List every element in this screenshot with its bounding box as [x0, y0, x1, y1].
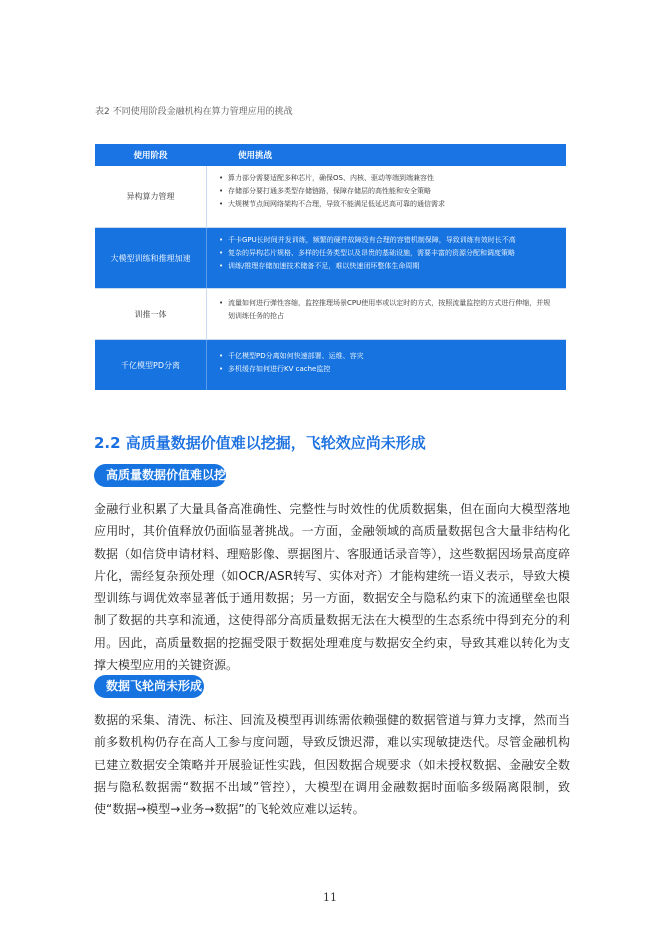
list-item: • 大规模节点间网络架构不合理，导致不能满足低延迟高可靠的通信需求 — [219, 200, 445, 208]
list-item: • 千亿模型PD分离如何快速部署、运维、容灾 — [219, 352, 364, 360]
subsection-badge: 高质量数据价值难以挖掘 — [94, 464, 226, 487]
table-caption: 表2 不同使用阶段金融机构在算力管理应用的挑战 — [95, 107, 293, 117]
stage-cell: 异构算力管理 — [95, 166, 207, 227]
section-title: 2.2 高质量数据价值难以挖掘，飞轮效应尚未形成 — [94, 434, 426, 452]
challenge-cell — [207, 289, 566, 339]
list-item: • 训练/推理存储加速技术储备不足，难以快速闭环整体生命周期 — [219, 262, 420, 270]
challenges-table — [95, 144, 566, 390]
list-item: • 流量如何进行弹性容缩，监控推理场景CPU使用率或以定时的方式，按照流量监控的方式进行伸缩，并规划训练任务的抢占 — [219, 299, 551, 320]
paragraph: 金融行业积累了大量具备高准确性、完整性与时效性的优质数据集，但在面向大模型落地应用时，其价值释放仍面临显著挑战。一方面，金融领域的高质量数据包含大量非结构化数据（如信贷申请材料、理赔影像、票据图片、客服通话录音等），这些数据因场景高度碎片化，需经复杂预处理（如OCR/ASR转写、实体对齐）才能构建统一语义表示，导致大模型训练与调优效率显著低于通用数据；另一方面，数据安全与隐私约束下的流通壁垒也限制了数据的共享和流通，这使得部分高质量数据无法在大模型的生态系统中得到充分的利用。因此，高质量数据的挖掘受限于数据处理难度与数据安全约束，导致其难以转化为支撑大模型应用的关键资源。 — [94, 502, 570, 673]
subsection-badge: 数据飞轮尚未形成 — [94, 675, 204, 698]
paragraph: 数据的采集、清洗、标注、回流及模型再训练需依赖强健的数据管道与算力支撑，然而当前多数机构仍存在高人工参与度问题，导致反馈迟滞，难以实现敏捷迭代。尽管金融机构已建立数据安全策略并开展验证性实践，但因数据合规要求（如未授权数据、金融安全数据与隐私数据需“数据不出域”管控），大模型在调用金融数据时面临多级隔离限制，致使“数据→模型→业务→数据”的飞轮效应难以运转。 — [94, 713, 570, 817]
stage-cell: 千亿模型PD分离 — [95, 340, 207, 390]
list-item: • 算力部分需要适配多种芯片，确保OS、内核、驱动等端到端兼容性 — [219, 174, 434, 182]
table-row — [95, 228, 566, 289]
page-number: 11 — [323, 891, 337, 904]
header-stage: 使用阶段 — [133, 151, 168, 161]
list-item: • 复杂的异构芯片规格、多样的任务类型以及昂贵的基础设施，需要丰富的资源分配和调度策略 — [219, 249, 515, 257]
stage-cell: 训推一体 — [95, 289, 207, 339]
challenge-cell — [207, 340, 566, 390]
stage-cell: 大模型训练和推理加速 — [95, 228, 207, 288]
table-header — [95, 144, 566, 166]
list-item: • 多机缓存如何进行KV cache监控 — [219, 365, 331, 373]
table-row — [95, 340, 566, 390]
header-challenge: 使用挑战 — [238, 151, 273, 161]
list-item: • 千卡GPU长时间并发训练，频繁的硬件故障没有合理的容错机制保障，导致训练有效时长不高 — [219, 236, 516, 244]
list-item: • 存储部分要打通多类型存储链路，保障存储层的高性能和安全策略 — [219, 187, 431, 195]
table-row — [95, 289, 566, 340]
challenge-cell — [207, 166, 566, 227]
table-row — [95, 166, 566, 228]
challenge-cell — [207, 228, 566, 288]
